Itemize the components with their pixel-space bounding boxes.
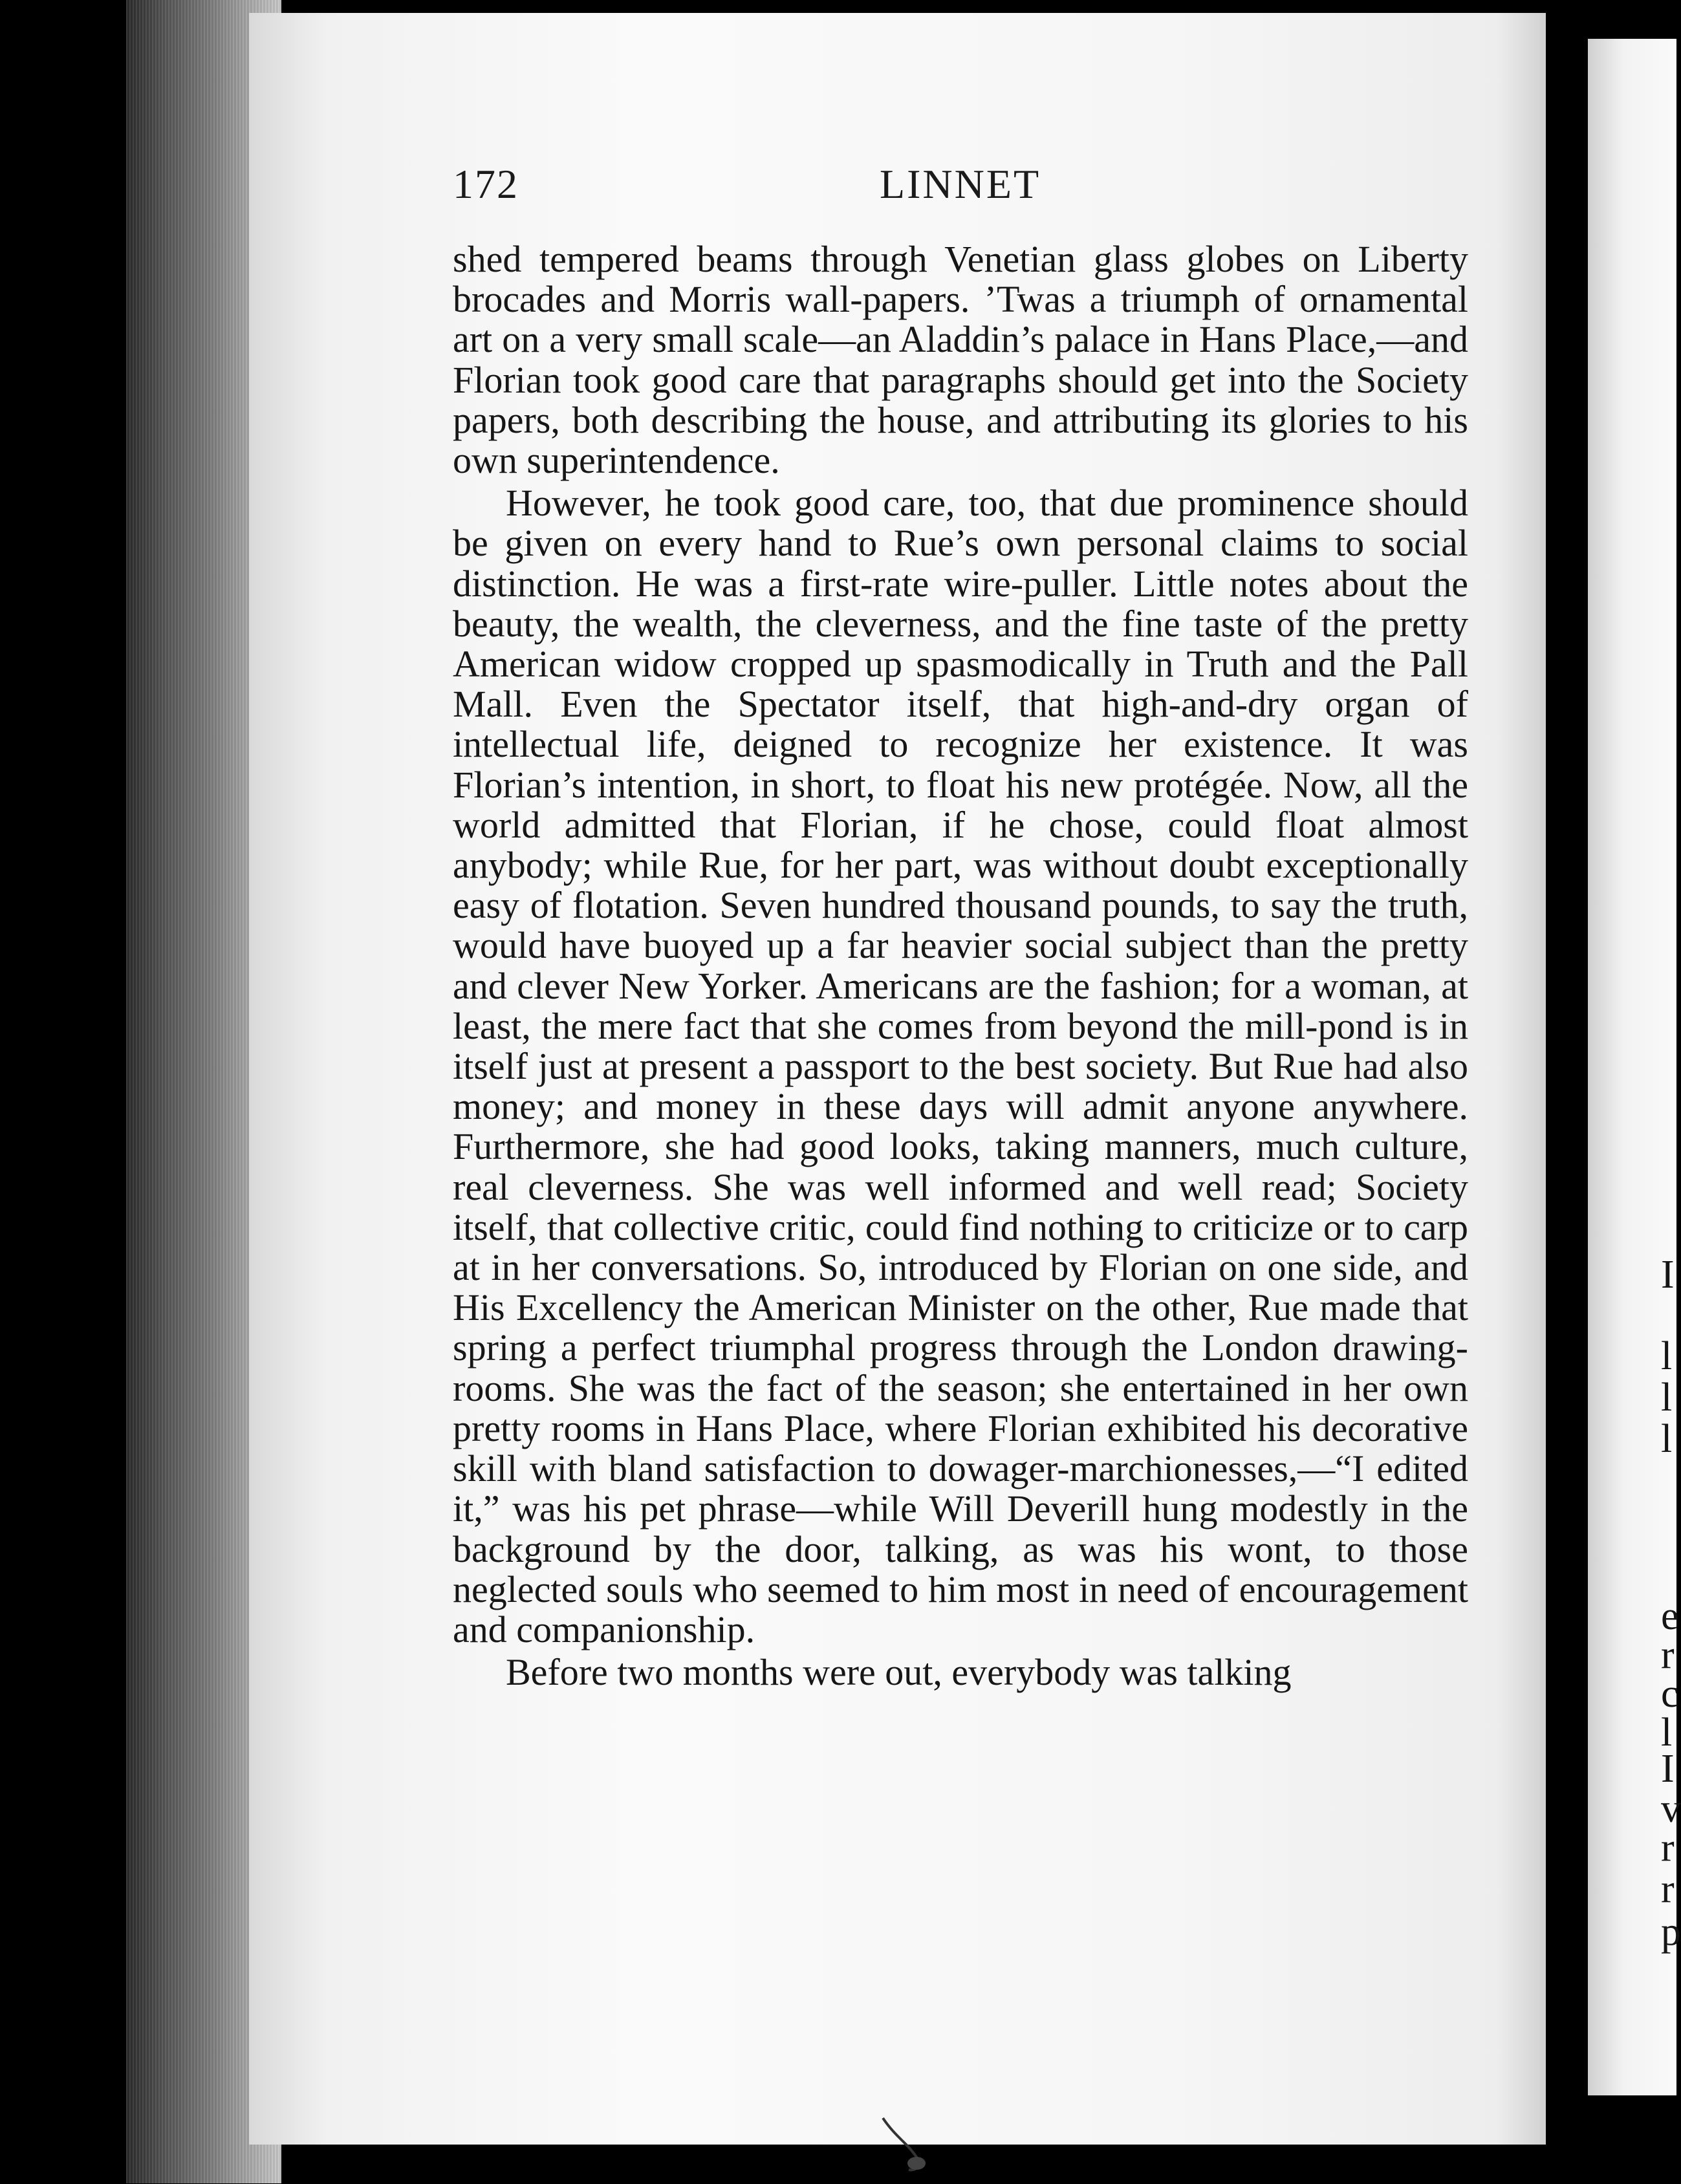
facing-letter: p [1661,1910,1681,1954]
page-number: 172 [453,161,519,207]
facing-letter: v [1661,1787,1681,1831]
facing-letter: l [1661,1376,1673,1420]
paragraph: However, he took good care, too, that due prominence should be given on every hand to Rue’s own personal claims to social distinction. He was a first-rate wire-puller. Little notes about the beauty, the wealth, the cleverness, and the fine taste of the pretty American widow cropped up spasmodically in Truth and the Pall Mall. Even the Spectator itself, that high-and-dry organ of intellectual life, deigned to recognize her existence. It was Florian’s intention, in short, to float his new protégée. Now, all the world admitted that Florian, if he chose, could float almost anybody; while Rue, for her part, was without doubt exceptionally easy of flotation. Seven hundred thousand pounds, to say the truth, would have buoyed up a far heavier social subject than the pretty and clever New Yorker. Americans are the fashion; for a woman, at least, the mere fact that she comes from beyond the mill-pond is in itself just at present a passport to the best society. But Rue had also money; and money in these days will admit anyone anywhere. Furthermore, she had good looks, taking manners, much culture, real cleverness. She was well informed and well read; Society itself, that collective critic, could find nothing to criticize or to carp at in her conversations. So, introduced by Florian on one side, and His Excellency the American Minister on the other, Rue made that spring a perfect triumphal progress through the London drawing-rooms. She was the fact of the season; she entertained in her own pretty rooms in Hans Place, where Florian exhibited his decorative skill with bland satisfaction to dowager-marchionesses,—“I edited it,” was his pet phrase—while Will Deverill hung modestly in the background by the door, talking, as was his wont, to those neglected souls who seemed to him most in need of encouragement and companionship. [453,482,1468,1650]
facing-page-fragments [1661,0,1681,2183]
facing-letter: I [1661,1253,1675,1297]
facing-letter: I [1661,1747,1675,1791]
facing-letter: c [1661,1672,1679,1716]
facing-letter: r [1661,1867,1675,1911]
facing-letter: l [1661,1711,1673,1755]
facing-letter: l [1661,1334,1673,1378]
book-gutter [1546,0,1591,2183]
facing-letter: r [1661,1826,1675,1870]
scan-blemish [870,2099,960,2176]
facing-letter: l [1661,1417,1673,1461]
paragraph-continuation: shed tempered beams through Venetian glass globes on Liberty brocades and Morris wall-papers. ’Twas a triumph of ornamental art on a very small scale—an Aladdin’s palace in Hans Place,—and Florian took good care that paragraphs should get into the Society papers, both describing the house, and attributing its glories to his own superintendence. [453,238,1468,482]
page-header [453,160,1468,219]
paragraph-final: Before two months were out, everybody was talking [506,1651,1292,1694]
body-text [453,239,1468,1692]
scan-blemish-mark [870,2099,960,2176]
facing-letter: e [1661,1594,1679,1638]
running-head: LINNET [880,161,1041,207]
facing-letter: r [1661,1633,1675,1677]
